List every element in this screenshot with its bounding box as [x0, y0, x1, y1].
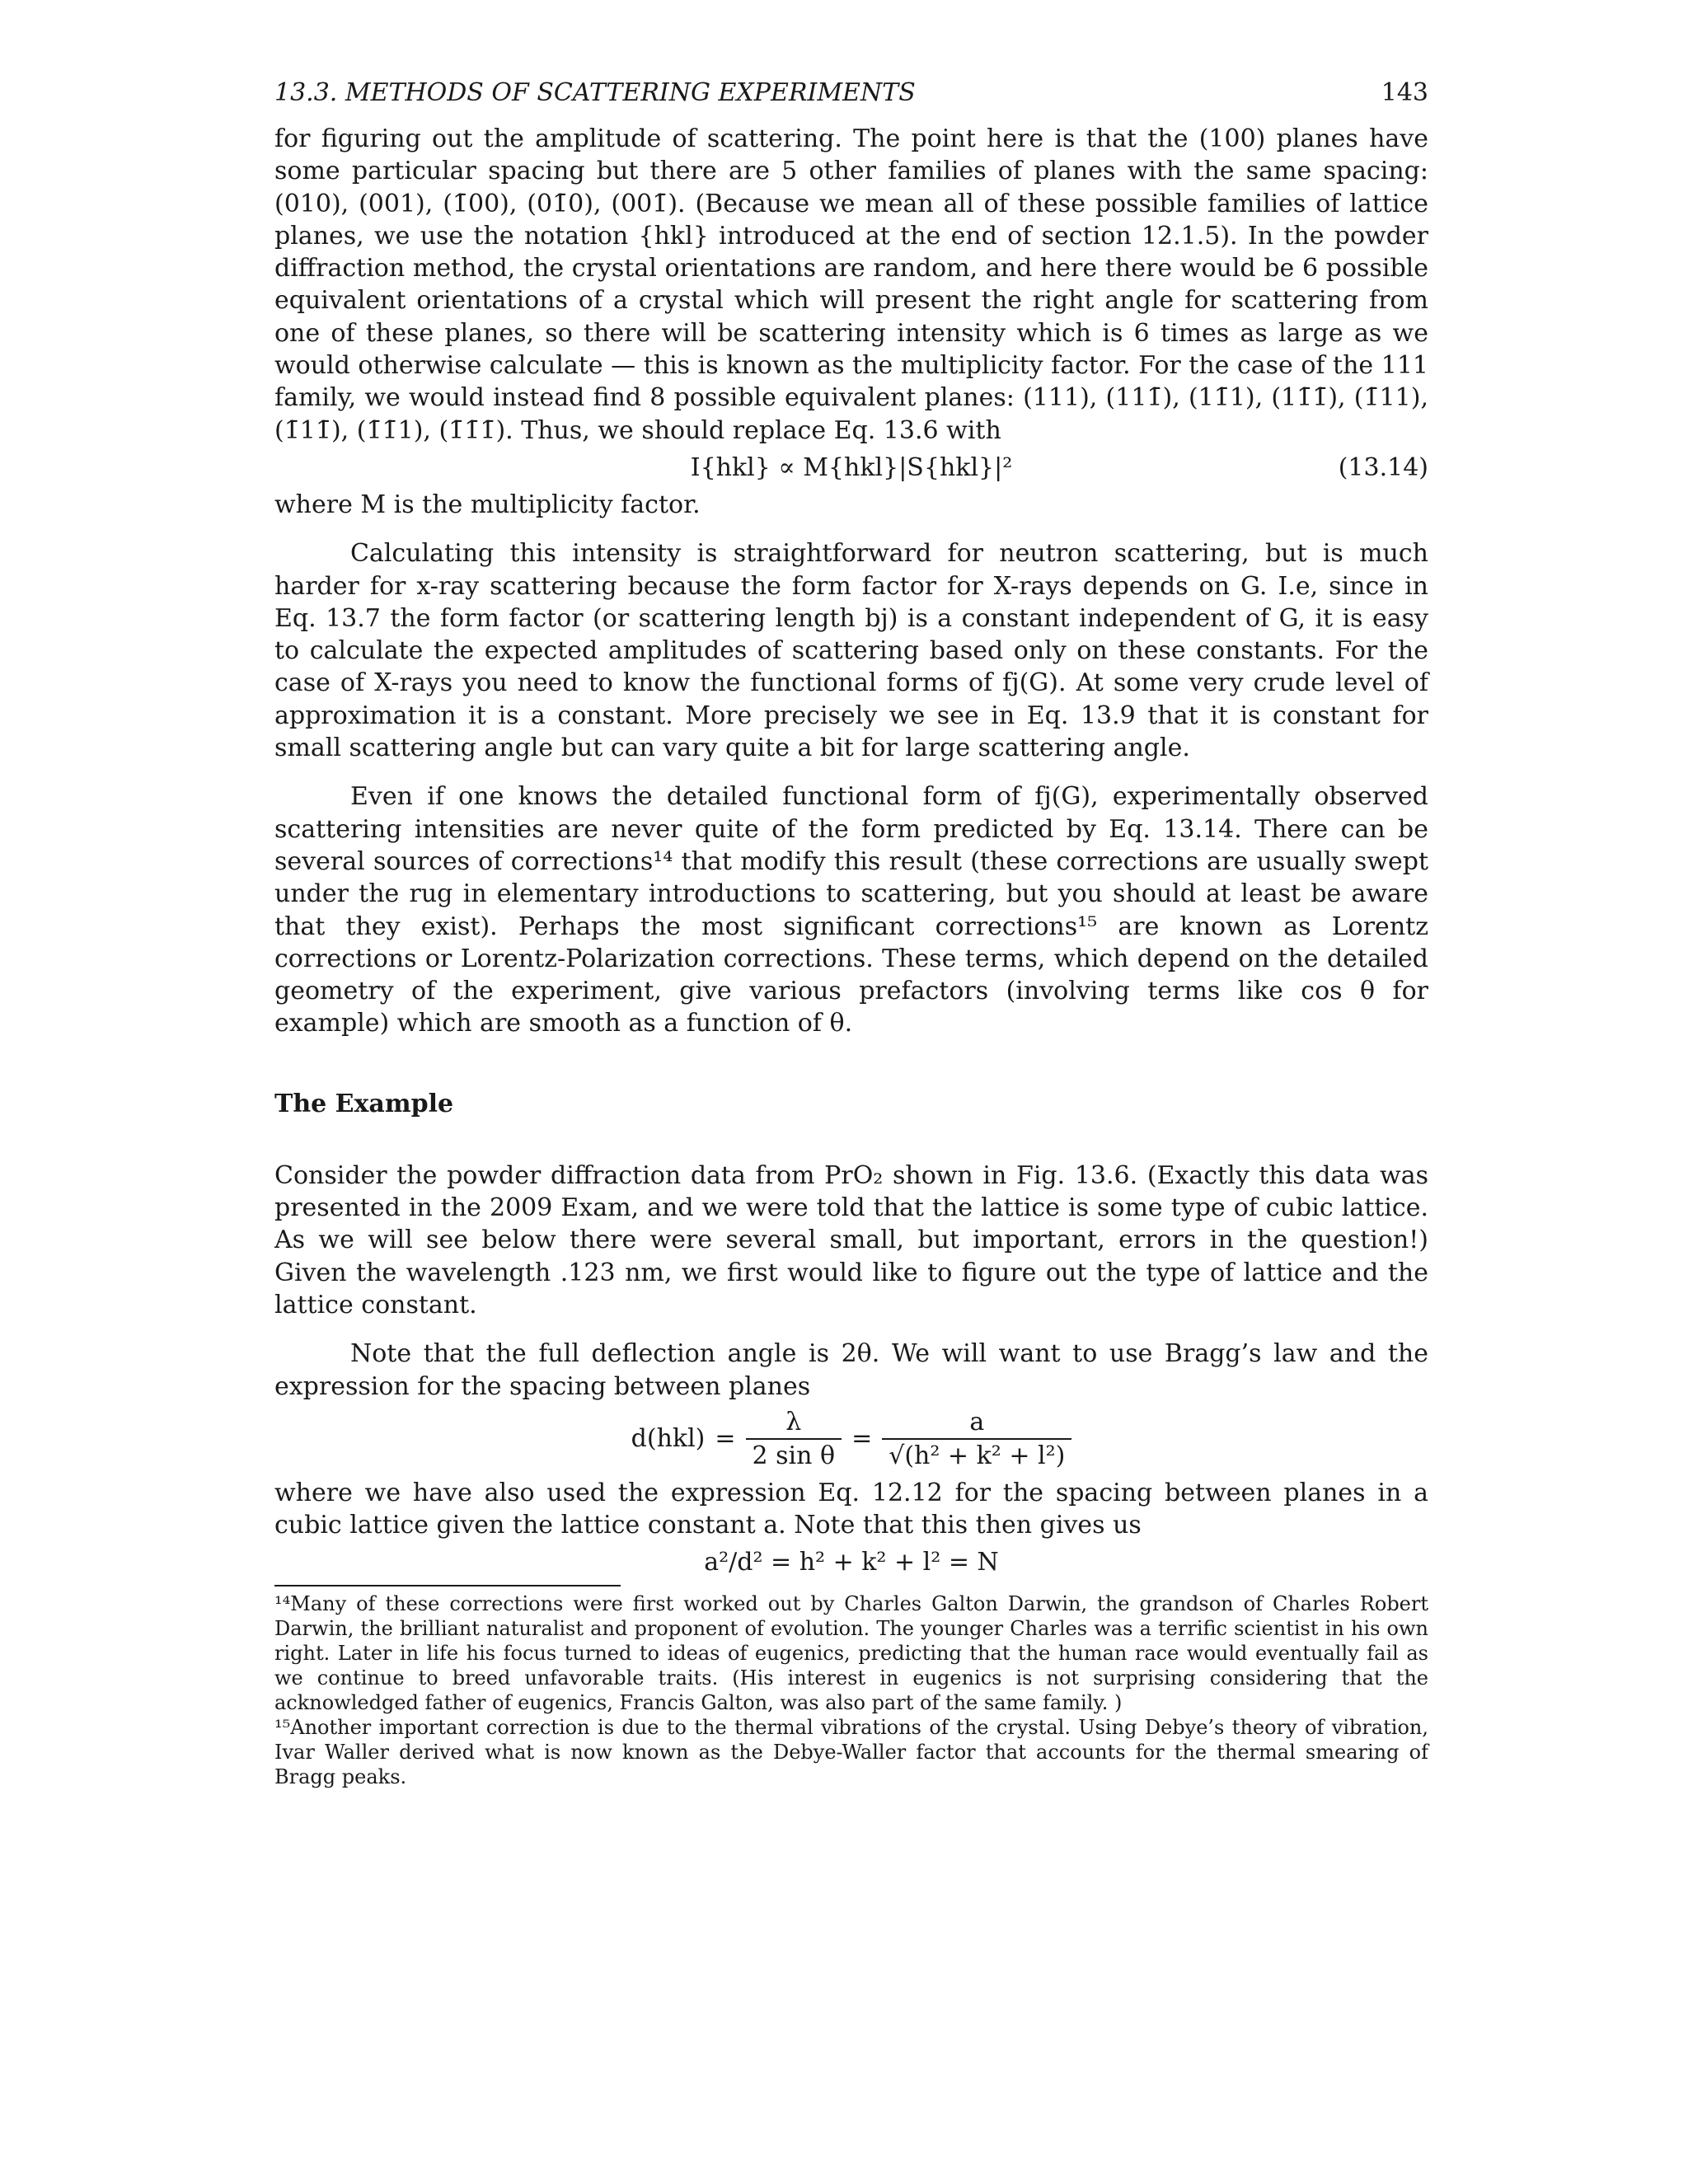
- page-number: 143: [1381, 78, 1428, 107]
- footnote-15: ¹⁵Another important correction is due to the thermal vibrations of the crystal. Using Debye’s theory of vibration, Ivar Waller derived what is now known as the Debye-Waller factor that accounts for the thermal smearing of Bragg peaks.: [274, 1716, 1428, 1789]
- page: [274, 78, 1428, 1789]
- footnote-14: ¹⁴Many of these corrections were first worked out by Charles Galton Darwin, the grandson of Charles Robert Darwin, the brilliant naturalist and proponent of evolution. The younger Charles was a terrific scientist in his own right. Later in life his focus turned to ideas of eugenics, predicting that the human race would eventually fail as we continue to breed unfavorable traits. (His interest in eugenics is not surprising considering that the acknowledged father of eugenics, Francis Galton, was also part of the same family. ): [274, 1592, 1428, 1715]
- paragraph-corrections: Even if one knows the detailed functional form of fj(G), experimentally observed scattering intensities are never quite of the form predicted by Eq. 13.14. There can be several sources of corrections¹⁴ that modify this result (these corrections are usually swept under the rug in elementary introductions to scattering, but you should at least be aware that they exist). Perhaps the most significant corrections¹⁵ are known as Lorentz corrections or Lorentz-Polarization corrections. These terms, which depend on the detailed geometry of the experiment, give various prefactors (involving terms like cos θ for example) which are smooth as a function of θ.: [274, 782, 1428, 1038]
- bragg-fraction-1: [746, 1408, 842, 1470]
- paragraph-cubic-spacing: where we have also used the expression Eq. 12.12 for the spacing between planes in a cubic lattice given the lattice constant a. Note that this then gives us: [274, 1478, 1428, 1540]
- bragg-numerator-1: λ: [746, 1408, 842, 1440]
- paragraph-pro2: Consider the powder diffraction data from PrO₂ shown in Fig. 13.6. (Exactly this data was presented in the 2009 Exam, and we were told that the lattice is some type of cubic lattice. As we will see below there were several small, but important, errors in the question!) Given the wavelength .123 nm, we first would like to figure out the type of lattice and the lattice constant.: [274, 1160, 1428, 1319]
- equation-n-body: a²/d² = h² + k² + l² = N: [704, 1548, 999, 1577]
- running-header: [274, 78, 1428, 123]
- bragg-denominator-2: √(h² + k² + l²): [889, 1441, 1066, 1470]
- bragg-equals-1: =: [715, 1424, 736, 1454]
- bragg-numerator-2: a: [882, 1408, 1071, 1440]
- bragg-lhs: d(hkl): [631, 1424, 706, 1454]
- bragg-equals-2: =: [851, 1424, 873, 1454]
- footnote-rule: [274, 1585, 621, 1586]
- equation-n: [274, 1546, 1428, 1578]
- equation-number: (13.14): [1338, 452, 1428, 482]
- equation-bragg: [274, 1408, 1428, 1470]
- equation-13-14-body: I{hkl} ∝ M{hkl}|S{hkl}|²: [690, 452, 1013, 482]
- section-heading-example: The Example: [274, 1089, 454, 1118]
- paragraph-multiplicity: for figuring out the amplitude of scattering. The point here is that the (100) planes have some particular spacing but there are 5 other families of planes with the same spacing: (010), (001), (1̄00), (01̄0), (001̄). (Because we mean all of these possible families of lattice planes, we use the notation {hkl} introduced at the end of section 12.1.5). In the powder diffraction method, the crystal orientations are random, and here there would be 6 possible equivalent orientations of a crystal which will present the right angle for scattering from one of these planes, so there will be scattering intensity which is 6 times as large as we would otherwise calculate — this is known as the multiplicity factor. For the case of the 111 family, we would instead find 8 possible equivalent planes: (111), (111̄), (11̄1), (11̄1̄), (1̄11), (1̄11̄), (1̄1̄1), (1̄1̄1̄). Thus, we should replace Eq. 13.6 with: [274, 124, 1428, 445]
- paragraph-where-m: where M is the multiplicity factor.: [274, 490, 701, 519]
- bragg-fraction-2: [882, 1408, 1071, 1470]
- equation-13-14: [274, 452, 1428, 484]
- paragraph-intensity: Calculating this intensity is straightforward for neutron scattering, but is much harder for x-ray scattering because the form factor for X-rays depends on G. I.e, since in Eq. 13.7 the form factor (or scattering length bj) is a constant independent of G, it is easy to calculate the expected amplitudes of scattering based only on these constants. For the case of X-rays you need to know the functional forms of fj(G). At some very crude level of approximation it is a constant. More precisely we see in Eq. 13.9 that it is constant for small scattering angle but can vary quite a bit for large scattering angle.: [274, 539, 1428, 763]
- bragg-denominator-1: 2 sin θ: [752, 1441, 836, 1470]
- paragraph-deflection: Note that the full deflection angle is 2θ. We will want to use Bragg’s law and the expression for the spacing between planes: [274, 1339, 1428, 1401]
- section-title: 13.3. METHODS OF SCATTERING EXPERIMENTS: [274, 78, 916, 107]
